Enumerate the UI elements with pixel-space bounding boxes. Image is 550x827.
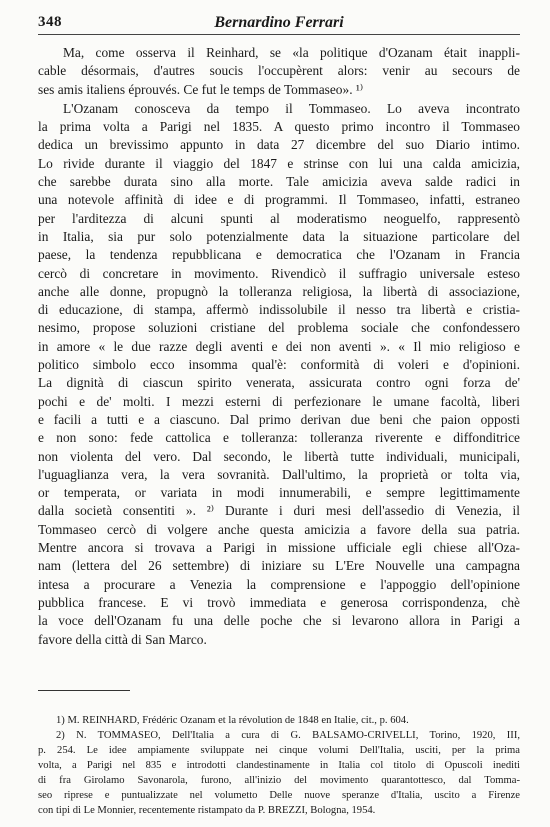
text-line: non violenta del vero. Dal secondo, le libertà tutte individuali, municipali, <box>38 448 520 464</box>
page-header <box>38 14 520 35</box>
text-line: pubblica francese. E vi trovò immediata e generosa corrispondenza, chè <box>38 594 520 610</box>
text-line: che sarebbe durata sino alla morte. Tale amicizia aveva salde radici in <box>38 174 520 190</box>
text-line: dedica un brevissimo appunto in data 27 dicembre del suo Diario intimo. <box>38 137 520 153</box>
text-line: di educazione, di stampa, affermò indissolubile il nesso tra libertà e cristia- <box>38 302 520 318</box>
text-line: anche alle donne, propugnò la tolleranza religiosa, la libertà di associazione, <box>38 283 520 299</box>
footnote-line: con tipi di Le Monnier, recentemente ristampato da P. BREZZI, Bologna, 1954. <box>38 805 376 816</box>
footnote-line: 2) N. TOMMASEO, Dell'Italia a cura di G. BALSAMO-CRIVELLI, Torino, 1920, III, <box>56 730 520 741</box>
text-line: L'Ozanam conosceva da tempo il Tommaseo. Lo aveva incontrato <box>63 100 520 116</box>
text-line: e non sono: fede cattolica e tolleranza: tolleranza riverente e diffonditrice <box>38 430 520 446</box>
running-head: Bernardino Ferrari <box>214 14 344 31</box>
body-text <box>38 44 520 650</box>
footnote-line: di fra Girolamo Savonarola, furono, all'inizio del movimento quarantottesco, dal Tomma- <box>38 775 520 786</box>
text-line: Lo rivide durante il viaggio del 1847 e strinse con lui una calda amicizia, <box>38 155 520 171</box>
text-line: nam (lettera del 26 settembre) di iniziare su L'Ere Nouvelle una campagna <box>38 558 520 574</box>
text-line: dalla società consentiti ». ²⁾ Durante i duri mesi dell'assedio di Venezia, il <box>38 503 520 519</box>
text-line: La dignità di ciascun spirito venerata, assicurata contro ogni forza de' <box>38 375 520 391</box>
footnote <box>38 728 520 818</box>
text-line: nesimo, propose soluzioni cristiane del problema sociale che confondessero <box>38 320 520 336</box>
text-line: cercò di concretare in movimento. Rivendicò il suffragio universale esteso <box>38 265 520 281</box>
text-line: paese, la tendenza repubblicana e democratica che l'Ozanam in Francia <box>38 247 520 263</box>
text-line: ses amis italiens éprouvés. Ce fut le temps de Tommaseo». ¹⁾ <box>38 81 364 97</box>
text-line: la voce dell'Ozanam fu una delle poche che si levarono allora in Parigi a <box>38 613 520 629</box>
text-line: una notevole affinità di idee e di programmi. Il Tommaseo, infatti, estraneo <box>38 192 520 208</box>
text-line: e facili a tutti e a ciascuno. Dal primo derivan due beni che paion opposti <box>38 411 520 427</box>
footnotes <box>38 713 520 818</box>
paragraph <box>38 44 520 99</box>
text-line: or temperata, or variata in modi innumerabili, e sempre legittimamente <box>38 485 520 501</box>
paragraph <box>38 100 520 649</box>
text-line: favore della città di San Marco. <box>38 631 207 647</box>
text-line: intesa a procurare a Venezia la comprensione e l'appoggio dell'opinione <box>38 576 520 592</box>
text-line: l'uguaglianza vera, la vera sovranità. Dall'ultimo, la proprietà or tolta via, <box>38 466 520 482</box>
text-line: la prima volta a Parigi nel 1835. A questo primo incontro il Tommaseo <box>38 119 520 135</box>
text-line: pochi e de' molti. I mezzi esterni di perfezionare le umane facoltà, liberi <box>38 393 520 409</box>
text-line: Mentre ancora si trovava a Parigi in missione ufficiale egli chiese all'Oza- <box>38 540 520 556</box>
text-line: per l'arditezza di alcuni spunti al moderatismo neoguelfo, rappresentò <box>38 210 520 226</box>
page-number: 348 <box>38 14 62 30</box>
text-line: Tommaseo cercò di volgere anche questa amicizia a favore della sua patria. <box>38 521 520 537</box>
footnote-line: 1) M. REINHARD, Frédéric Ozanam et la révolution de 1848 en Italie, cit., p. 604. <box>56 715 409 726</box>
footnote-line: p. 254. Le idee ampiamente sviluppate nei cinque volumi Dell'Italia, usciti, per la prima <box>38 745 520 756</box>
text-line: in Italia, sia pur solo potenzialmente data la situazione particolare del <box>38 228 520 244</box>
footnote-separator <box>38 690 130 691</box>
footnote-line: seo riprese e puntualizzate nel volumetto Delle nuove speranze d'Italia, uscito a Firenze <box>38 790 520 801</box>
text-line: in amore « le due razze degli aventi e dei non aventi ». « Il mio religioso e <box>38 338 520 354</box>
text-line: Ma, come osserva il Reinhard, se «la politique d'Ozanam était inappli- <box>63 45 520 60</box>
footnote-line: volta, a Parigi nel 835 e introdotti clandestinamente in Italia col titolo di Opuscoli inediti <box>38 760 520 771</box>
text-line: politico simbolo ecco insomma qual'è: conformità di voleri e d'opinioni. <box>38 357 520 373</box>
footnote <box>38 713 520 728</box>
text-line: cable désormais, d'autres soucis l'occupèrent alors: venir au secours de <box>38 63 520 79</box>
